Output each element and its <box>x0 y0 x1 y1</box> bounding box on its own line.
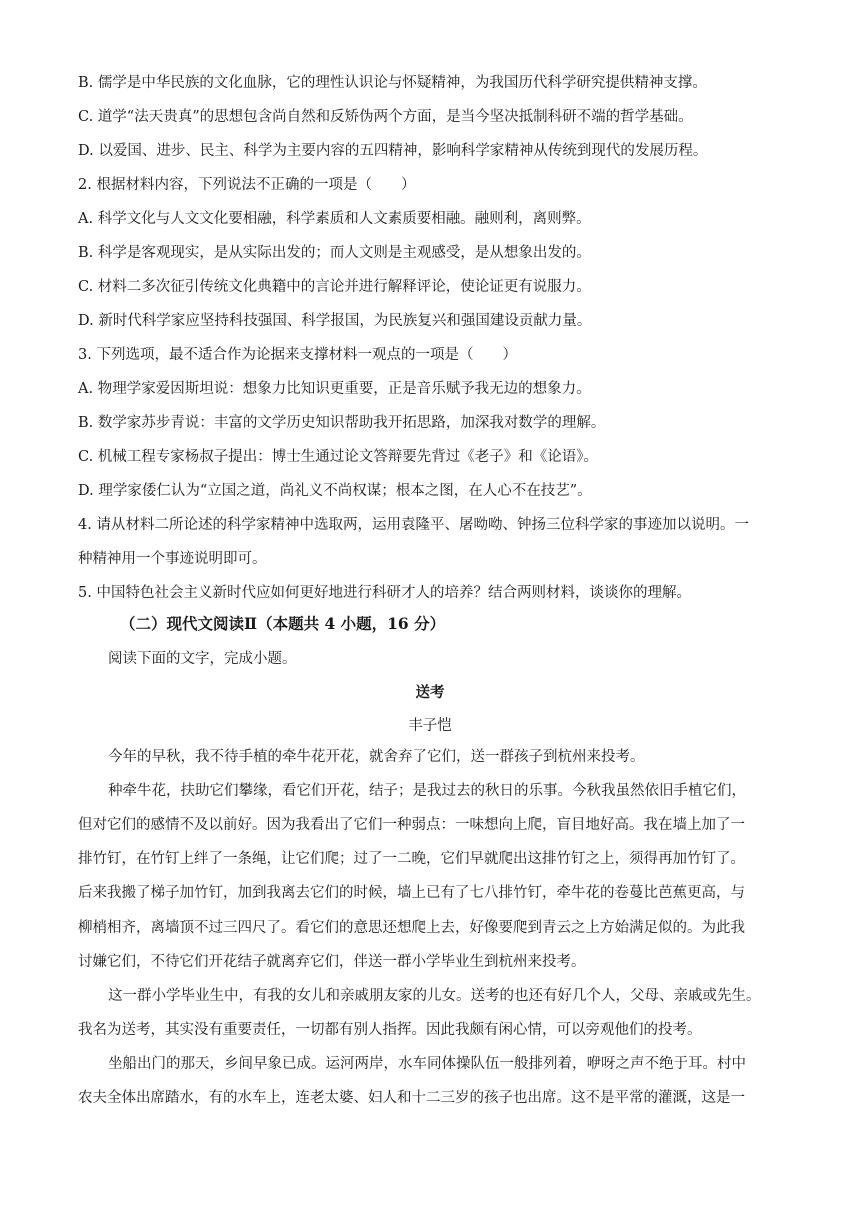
article-line: 农夫全体出席踏水，有的水车上，连老太婆、妇人和十二三岁的孩子也出席。这不是平常的灌溉，这是一 <box>78 1090 745 1106</box>
article-line: 后来我搬了梯子加竹钉，加到我离去它们的时候，墙上已有了七八排竹钉，牵牛花的卷蔓比芭蕉更高，与 <box>78 885 745 902</box>
q2-stem: 2. 根据材料内容，下列说法不正确的一项是（ ） <box>78 177 416 193</box>
article-line: 今年的早秋，我不待手植的牵牛花开花，就舍弃了它们，送一群孩子到杭州来投考。 <box>108 749 645 765</box>
q3-option-a: A. 物理学家爱因斯坦说：想象力比知识更重要，正是音乐赋予我无边的想象力。 <box>78 381 591 397</box>
q3-option-c: C. 机械工程专家杨叔子提出：博士生通过论文答辩要先背过《老子》和《论语》。 <box>78 449 599 465</box>
article-line: 排竹钉，在竹钉上绊了一条绳，让它们爬；过了一二晚，它们早就爬出这排竹钉之上，须得再加竹钉了。 <box>78 851 745 868</box>
article-line: 我名为送考，其实没有重要责任，一切都有别人指挥。因此我颇有闲心情，可以旁观他们的投考。 <box>78 1021 702 1038</box>
article-line: 种牵牛花，扶助它们攀缘，看它们开花，结子；是我过去的秋日的乐事。今秋我虽然依旧手植它们， <box>108 783 746 800</box>
q1-option-d: D. 以爱国、进步、民主、科学为主要内容的五四精神，影响科学家精神从传统到现代的发展历程。 <box>78 143 708 159</box>
q2-option-b: B. 科学是客观现实，是从实际出发的；而人文则是主观感受，是从想象出发的。 <box>78 245 591 261</box>
article-line: 讨嫌它们，不待它们开花结子就离弃它们，伴送一群小学毕业生到杭州来投考。 <box>78 953 586 970</box>
section-heading: （二）现代文阅读Ⅱ（本题共 4 小题，16 分） <box>120 614 446 633</box>
reading-instruction: 阅读下面的文字，完成小题。 <box>108 651 297 667</box>
article-line: 但对它们的感情不及以前好。因为我看出了它们一种弱点：一味想向上爬，盲目地好高。我在墙上加了一 <box>78 817 745 834</box>
q4-line-2: 种精神用一个事迹说明即可。 <box>78 551 267 567</box>
q1-option-c: C. 道学“法天贵真”的思想包含尚自然和反矫伪两个方面，是当今坚决抵制科研不端的哲学基础。 <box>78 109 693 125</box>
article-line: 柳梢相齐，离墙顶不过三四尺了。看它们的意思还想爬上去，好像要爬到青云之上方始满足似的。为此我 <box>78 919 745 936</box>
article-author: 丰子恺 <box>408 718 452 734</box>
q5-stem: 5. 中国特色社会主义新时代应如何更好地进行科研才人的培养？结合两则材料，谈谈你的理解。 <box>78 585 691 601</box>
q3-option-d: D. 理学家倭仁认为“立国之道，尚礼义不尚权谋；根本之图，在人心不在技艺”。 <box>78 483 592 499</box>
q2-option-c: C. 材料二多次征引传统文化典籍中的言论并进行解释评论，使论证更有说服力。 <box>78 279 591 295</box>
q2-option-d: D. 新时代科学家应坚持科技强国、科学报国，为民族复兴和强国建设贡献力量。 <box>78 313 592 329</box>
q3-option-b: B. 数学家苏步青说：丰富的文学历史知识帮助我开拓思路，加深我对数学的理解。 <box>78 415 606 431</box>
article-line: 这一群小学毕业生中，有我的女儿和亲戚朋友家的儿女。送考的也还有好几个人，父母、亲戚或先生。 <box>108 987 761 1004</box>
article-title: 送考 <box>415 684 445 701</box>
q1-option-b: B. 儒学是中华民族的文化血脉，它的理性认识论与怀疑精神，为我国历代科学研究提供精神支撑。 <box>78 75 707 91</box>
q2-option-a: A. 科学文化与人文文化要相融，科学素质和人文素质要相融。融则利，离则弊。 <box>78 211 591 227</box>
article-line: 坐船出门的那天，乡间早象已成。运河两岸，水车同体操队伍一般排列着，咿呀之声不绝于耳。村中 <box>108 1055 746 1072</box>
q4-line-1: 4. 请从材料二所论述的科学家精神中选取两，运用袁隆平、屠呦呦、钟扬三位科学家的事迹加以说明。一 <box>78 517 749 533</box>
q3-stem: 3. 下列选项，最不适合作为论据来支撑材料一观点的一项是（ ） <box>78 347 517 363</box>
